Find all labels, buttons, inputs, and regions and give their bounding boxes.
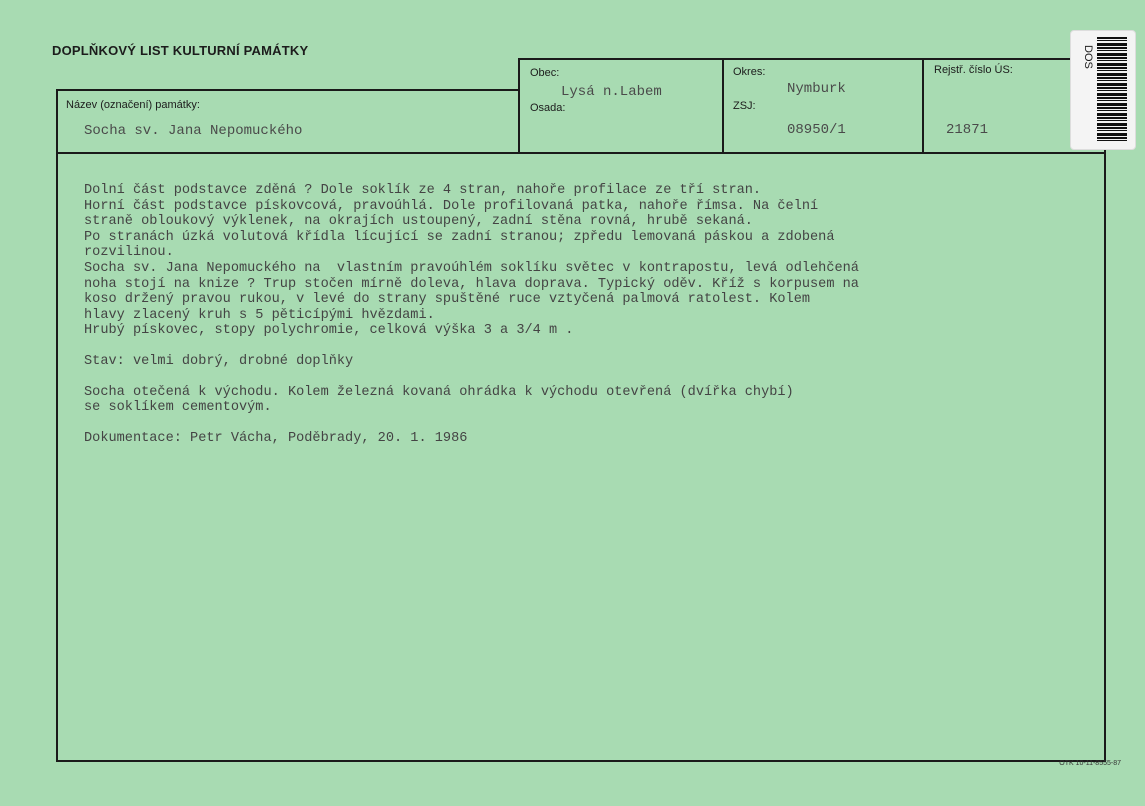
poznamka-line: Socha otečená k východu. Kolem železná kovaná ohrádka k východu otevřená (dvířka chybí) [84, 384, 794, 400]
label-obec: Obec: [530, 67, 560, 79]
header-top-line [518, 58, 1106, 60]
frame-left-line [56, 89, 58, 762]
label-osada: Osada: [530, 102, 566, 114]
value-nazev: Socha sv. Jana Nepomuckého [84, 123, 303, 139]
main-top-line [56, 152, 1106, 154]
description-line: Po stranách úzká volutová křídla lícující se zadní stranou; zpředu lemovaná páskou a zdobená [84, 229, 835, 245]
label-nazev: Název (označení) památky: [66, 99, 200, 111]
poznamka-line: se soklíkem cementovým. [84, 400, 272, 416]
description-line: Horní část podstavce pískovcová, pravoúhlá. Dole profilovaná patka, nahoře římsa. Na čelní [84, 198, 819, 214]
description-line: straně obloukový výklenek, na okrajích ustoupený, zadní stěna rovná, hrubě sekaná. [84, 214, 753, 230]
description-line: koso držený pravou rukou, v levé do strany spuštěné ruce vztyčená palmová ratolest. Kolem [84, 292, 811, 308]
name-top-line [56, 89, 520, 91]
description-line: Socha sv. Jana Nepomuckého na vlastním pravoúhlém soklíku světec v kontrapostu, levá odlehčená [84, 260, 859, 276]
label-zsj: ZSJ: [733, 100, 756, 112]
divider-rejstr [922, 58, 924, 154]
divider-obec [518, 58, 520, 154]
stav-line: Stav: velmi dobrý, drobné doplňky [84, 353, 354, 369]
form-code: OTK 10-11-8555-87 [1059, 760, 1121, 767]
frame-right-line [1104, 58, 1106, 762]
divider-okres [722, 58, 724, 154]
description-line: noha stojí na knize ? Trup stočen mírně doleva, hlava doprava. Typický oděv. Kříž s korpusem na [84, 276, 859, 292]
description-line: rozvilinou. [84, 245, 174, 261]
frame-bottom-line [56, 760, 1106, 762]
value-rejstr: 21871 [946, 122, 989, 138]
label-rejstr: Rejstř. číslo ÚS: [934, 64, 1013, 76]
dokumentace-line: Dokumentace: Petr Vácha, Poděbrady, 20. 1. 1986 [84, 430, 468, 446]
description-line: Dolní část podstavce zděná ? Dole soklík ze 4 stran, nahoře profilace ze tří stran. [84, 183, 762, 198]
value-zsj: 08950/1 [787, 122, 846, 138]
barcode-sticker [1070, 30, 1136, 150]
description-line: hlavy zlacený kruh s 5 pěticípými hvězdami. [84, 307, 435, 323]
value-okres: Nymburk [787, 81, 846, 97]
description-line: Hrubý pískovec, stopy polychromie, celková výška 3 a 3/4 m . [84, 323, 574, 339]
barcode-label: DOS [1082, 45, 1094, 69]
record-body [84, 183, 1084, 446]
form-title: DOPLŇKOVÝ LIST KULTURNÍ PAMÁTKY [52, 43, 309, 58]
barcode-bars-icon [1097, 37, 1127, 143]
value-obec: Lysá n.Labem [561, 84, 662, 100]
label-okres: Okres: [733, 66, 766, 78]
